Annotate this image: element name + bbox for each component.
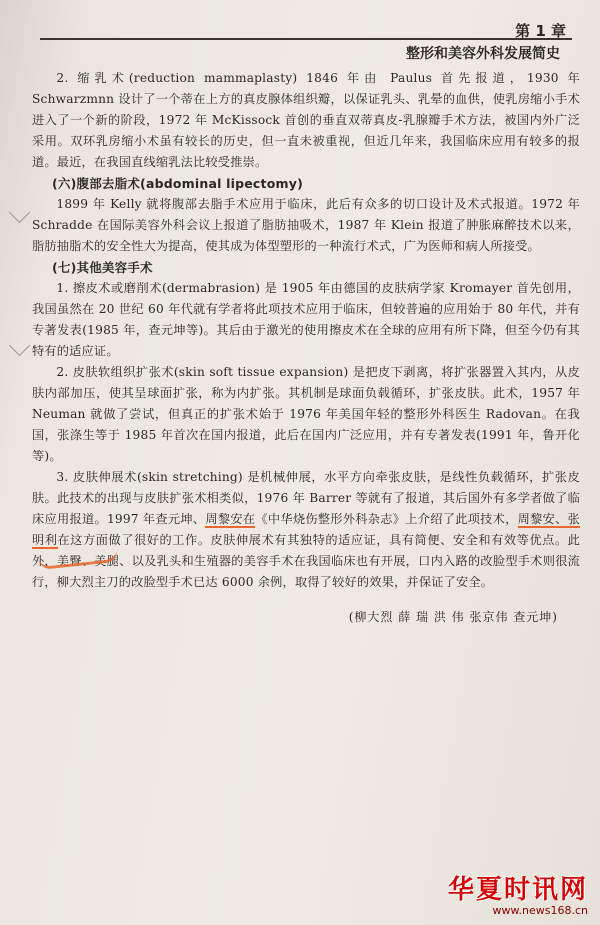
page-body: [32, 68, 580, 628]
paragraph-skin-stretching: [32, 467, 580, 593]
margin-pencil-mark: [9, 202, 30, 223]
paragraph-abdominal-lipectomy: 1899 年 Kelly 就将腹部去脂手术应用于临床，此后有众多的切口设计及术式报道。1972 年 Schradde 在国际美容外科会议上报道了脂肪抽吸术，1987 年 Klein 报道了肿胀麻醉技术以来，脂肪抽脂术的安全性大为提高，使其成为体型塑形的一种流行术式，广为医师和病人所接受。: [32, 197, 580, 253]
paragraph-dermabrasion: 1. 擦皮术或磨削术(dermabrasion) 是 1905 年由德国的皮肤病学家 Kromayer 首先创用，我国虽然在 20 世纪 60 年代就有学者将此项技术应用于临床，但较普遍的应用始于 80 年代，并有专著发表(1985 年，查元坤等)。其后由于激光的使用擦皮术在全球的应用有所下降，但至今仍有其特有的适应证。: [32, 281, 580, 358]
paragraph-tissue-expansion: 2. 皮肤软组织扩张术(skin soft tissue expansion) 是把皮下剥离，将扩张器置入其内，从皮肤内部加压，使其呈球面扩张，称为内扩张。其机制是球面负载循环，扩张皮肤。此术，1957 年 Neuman 就做了尝试，但真正的扩张术始于 1976 年美国年轻的整形外科医生 Radovan。在我国，张涤生等于 1985 年首次在国内报道，此后在国内广泛应用，并有专著发表(1991 年，鲁开化等)。: [32, 365, 580, 463]
margin-pencil-mark: [9, 335, 30, 356]
watermark-url: www.news168.cn: [492, 904, 588, 917]
highlighted-names: 周黎安、张明利: [32, 512, 581, 547]
text-run: 在这方面做了很好的工作。皮肤伸展术有其独特的适应证，具有简便、安全和有效等优点。此外，美臀、美腿、以及乳头和生殖器的美容手术在我国临床也有开展，口内入路的改脸型手术则很流行，柳大烈主刀的改脸型手术已达 6000 余例，取得了较好的效果，并保证了安全。: [32, 533, 581, 589]
watermark-title: 华夏时讯网: [447, 875, 588, 905]
text-run: 3. 皮肤伸展术(skin stretching) 是机械伸展，水平方向牵张皮肤，是线性负载循环，扩张皮肤。此技术的出现与皮肤扩张术相类似，1976 年 Barrer 等就有了报道，其后国外有多学者做了临床应用报道。1997 年查元坤、: [32, 470, 580, 526]
chapter-label: 第 1 章: [515, 22, 566, 40]
header-rule: [40, 38, 572, 40]
section-heading-other-procedures: (七)其他美容手术: [52, 260, 153, 275]
site-watermark: [448, 869, 588, 917]
authors-signature: (柳大烈 薛 瑞 洪 伟 张京伟 查元坤): [348, 610, 558, 624]
section-heading-abdominal-lipectomy: (六)腹部去脂术(abdominal lipectomy): [52, 176, 303, 191]
chapter-subtitle: 整形和美容外科发展简史: [406, 46, 560, 62]
paragraph-reduction-mammaplasty: 2. 缩乳术(reduction mammaplasty) 1846 年由 Paulus 首先报道，1930 年 Schwarzmnn 设计了一个蒂在上方的真皮腺体组织瓣，以保证乳头、乳晕的血供，使乳房缩小手术进入了一个新的阶段，1972 年 McKissock 首创的垂直双蒂真皮-乳腺瓣手术方法，被国内外广泛采用。双环乳房缩小术虽有较长的历史，但一直未被重视，但近几年来，我国临床应用有较多的报道。最近，在我国直线缩乳法比较受推崇。: [32, 71, 580, 169]
text-run: 《中华烧伤整形外科杂志》上介绍了此项技术，: [255, 512, 518, 526]
highlighted-name: 周黎安在: [205, 512, 256, 526]
